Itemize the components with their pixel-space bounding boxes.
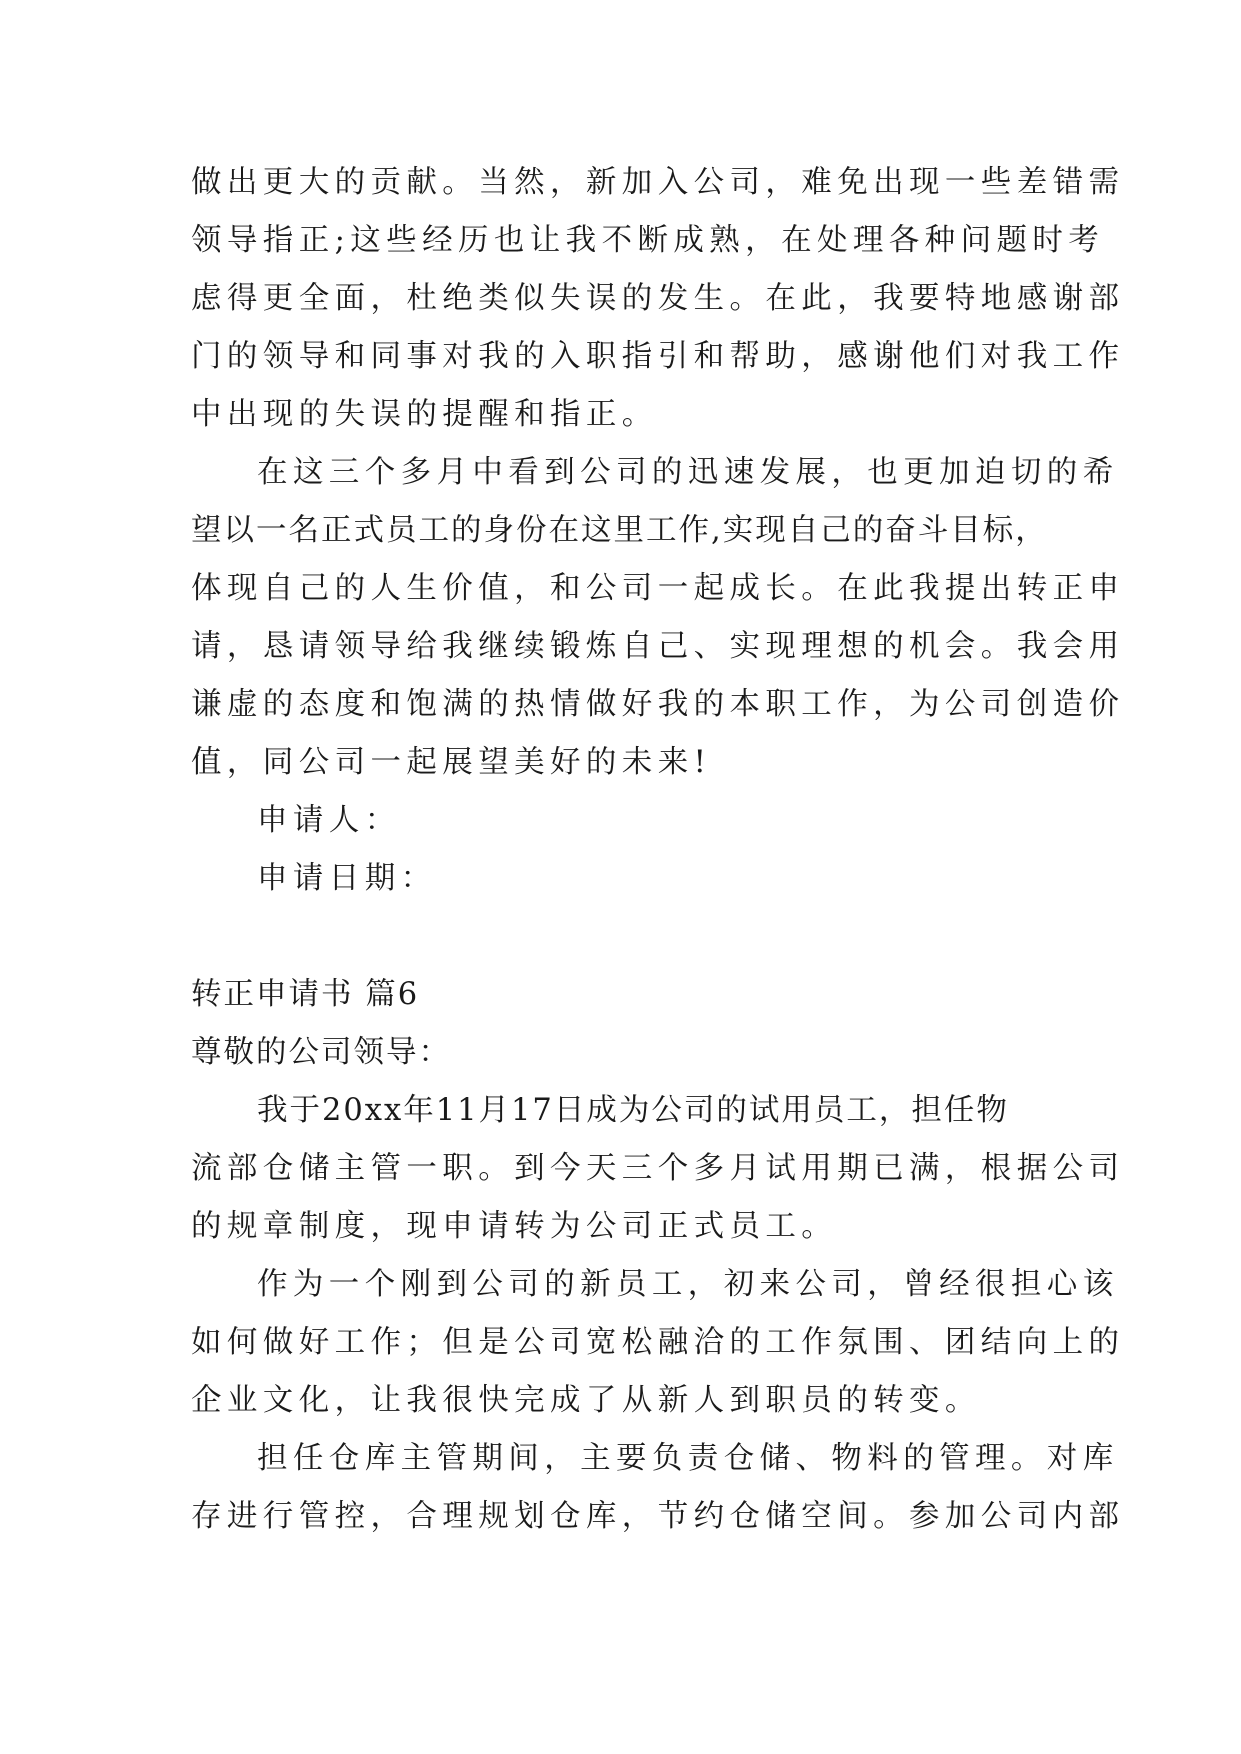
body-line: 存进行管控，合理规划仓库，节约仓储空间。参加公司内部 [191, 1499, 1125, 1534]
section-heading: 转正申请书 篇6 [191, 977, 420, 1012]
body-line: 谦虚的态度和饱满的热情做好我的本职工作，为公司创造价 [191, 687, 1125, 722]
body-line: 作为一个刚到公司的新员工，初来公司，曾经很担心该 [257, 1267, 1119, 1302]
body-line: 中出现的失误的提醒和指正。 [191, 397, 658, 432]
body-line: 值，同公司一起展望美好的未来! [191, 745, 712, 780]
body-line: 虑得更全面，杜绝类似失误的发生。在此，我要特地感谢部 [191, 281, 1125, 316]
body-line: 望以一名正式员工的身份在这里工作,实现自己的奋斗目标， [191, 513, 1048, 548]
body-line: 领导指正;这些经历也让我不断成熟，在处理各种问题时考 [191, 223, 1105, 258]
body-line: 如何做好工作；但是公司宽松融洽的工作氛围、团结向上的 [191, 1325, 1125, 1360]
body-line: 请，恳请领导给我继续锻炼自己、实现理想的机会。我会用 [191, 629, 1125, 664]
body-line: 流部仓储主管一职。到今天三个多月试用期已满，根据公司 [191, 1151, 1125, 1186]
body-line: 体现自己的人生价值，和公司一起成长。在此我提出转正申 [191, 571, 1125, 606]
applicant-label: 申请人： [257, 803, 401, 838]
salutation: 尊敬的公司领导： [191, 1035, 451, 1070]
body-line: 在这三个多月中看到公司的迅速发展，也更加迫切的希 [257, 455, 1119, 490]
body-line: 的规章制度，现申请转为公司正式员工。 [191, 1209, 838, 1244]
body-line: 企业文化，让我很快完成了从新人到职员的转变。 [191, 1383, 981, 1418]
body-line: 做出更大的贡献。当然，新加入公司，难免出现一些差错需 [191, 165, 1125, 200]
body-line: 担任仓库主管期间，主要负责仓储、物料的管理。对库 [257, 1441, 1119, 1476]
body-line: 我于20xx年11月17日成为公司的试用员工，担任物 [257, 1093, 1009, 1128]
application-date-label: 申请日期： [257, 861, 437, 896]
body-line: 门的领导和同事对我的入职指引和帮助，感谢他们对我工作 [191, 339, 1125, 374]
